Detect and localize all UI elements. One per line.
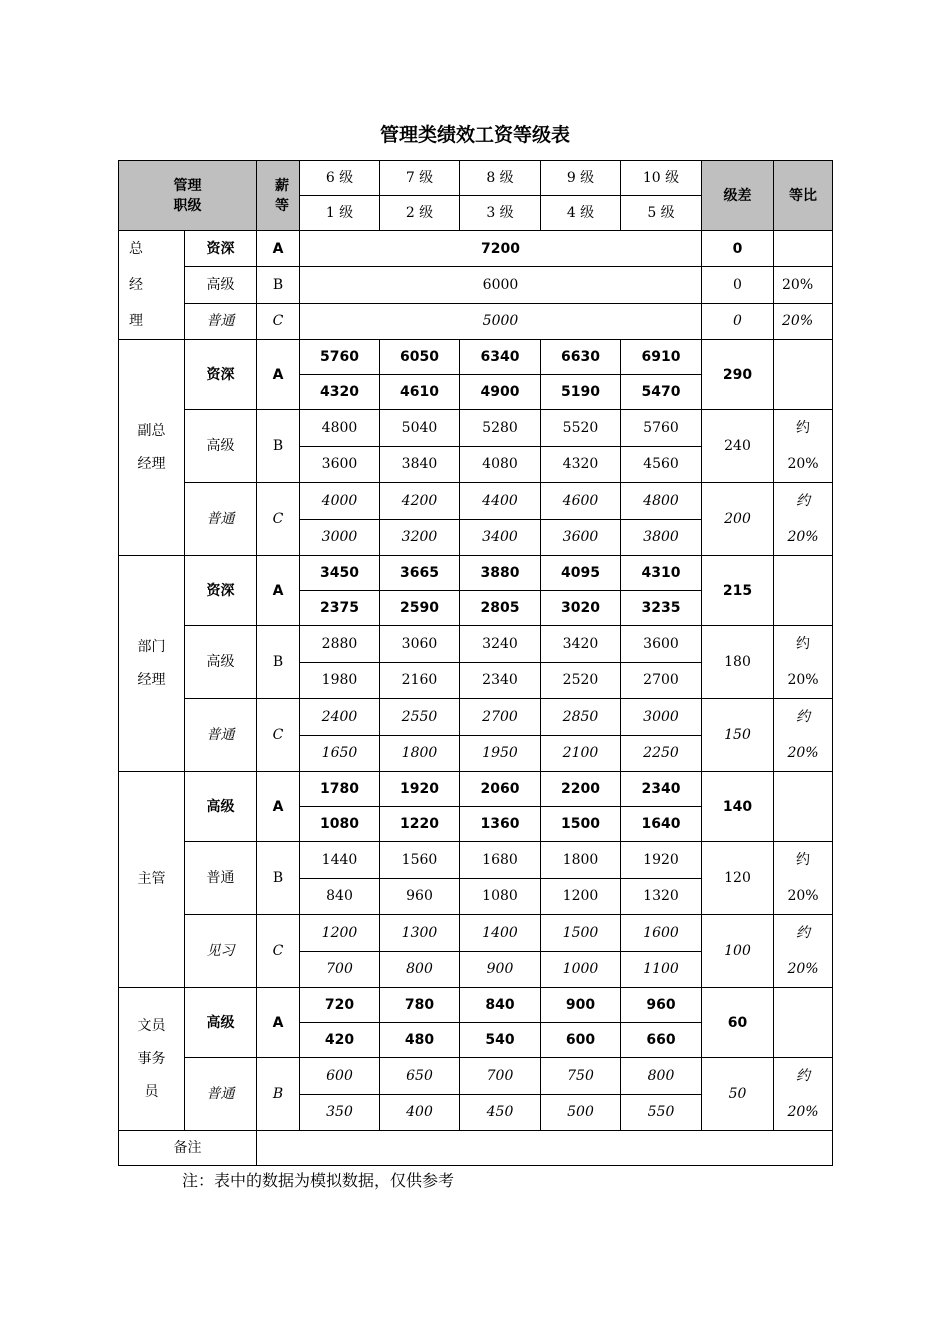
salary-value: 750 bbox=[541, 1058, 621, 1095]
header-pay-grade: 薪 等 bbox=[257, 161, 300, 231]
level-label: 高级 bbox=[185, 988, 257, 1058]
header-level: 8 级 bbox=[460, 161, 541, 196]
level-label: 资深 bbox=[185, 231, 257, 267]
ratio-prefix: 约 bbox=[796, 420, 810, 436]
ratio bbox=[774, 915, 833, 988]
header-level: 6 级 bbox=[300, 161, 380, 196]
salary-value: 2340 bbox=[621, 772, 702, 807]
rank-label-line: 经理 bbox=[137, 671, 166, 688]
salary-value: 2060 bbox=[460, 772, 541, 807]
salary-value: 5280 bbox=[460, 410, 541, 447]
ratio-value: 20% bbox=[787, 456, 819, 472]
salary-value: 2550 bbox=[380, 699, 460, 736]
salary-value: 600 bbox=[541, 1023, 621, 1058]
salary-value: 400 bbox=[380, 1094, 460, 1131]
grade-label: C bbox=[257, 483, 300, 556]
ratio-prefix: 约 bbox=[796, 493, 810, 509]
ratio: 20% bbox=[774, 303, 833, 339]
salary-value: 1950 bbox=[460, 735, 541, 772]
salary-value: 1920 bbox=[380, 772, 460, 807]
header-step-diff: 级差 bbox=[702, 161, 774, 231]
step-diff: 60 bbox=[702, 988, 774, 1058]
ratio bbox=[774, 988, 833, 1058]
salary-value: 1680 bbox=[460, 842, 541, 879]
salary-value: 1360 bbox=[460, 807, 541, 842]
ratio bbox=[774, 626, 833, 699]
ratio-prefix: 约 bbox=[796, 709, 810, 725]
level-label: 普通 bbox=[185, 1058, 257, 1131]
salary-value: 6000 bbox=[300, 267, 702, 303]
salary-value: 800 bbox=[621, 1058, 702, 1095]
salary-value: 2520 bbox=[541, 662, 621, 699]
salary-value: 3000 bbox=[300, 519, 380, 556]
grade-label: B bbox=[257, 410, 300, 483]
salary-value: 5190 bbox=[541, 375, 621, 410]
rank-label-line: 部门 bbox=[137, 638, 166, 655]
ratio bbox=[774, 483, 833, 556]
salary-value: 4000 bbox=[300, 483, 380, 520]
salary-value: 660 bbox=[621, 1023, 702, 1058]
salary-value: 2200 bbox=[541, 772, 621, 807]
rank-label-line: 主管 bbox=[137, 871, 166, 887]
salary-value: 6050 bbox=[380, 340, 460, 375]
salary-value: 3235 bbox=[621, 591, 702, 626]
salary-value: 5520 bbox=[541, 410, 621, 447]
level-label: 见习 bbox=[185, 915, 257, 988]
ratio-value: 20% bbox=[787, 1104, 819, 1120]
salary-value: 4080 bbox=[460, 446, 541, 483]
salary-value: 3600 bbox=[621, 626, 702, 663]
salary-value: 2100 bbox=[541, 735, 621, 772]
salary-value: 4320 bbox=[541, 446, 621, 483]
salary-value: 3880 bbox=[460, 556, 541, 591]
ratio bbox=[774, 556, 833, 626]
rank-label-line: 员 bbox=[144, 1083, 159, 1100]
salary-value: 3450 bbox=[300, 556, 380, 591]
salary-value: 3200 bbox=[380, 519, 460, 556]
salary-value: 2590 bbox=[380, 591, 460, 626]
salary-value: 2805 bbox=[460, 591, 541, 626]
salary-value: 4200 bbox=[380, 483, 460, 520]
grade-label: A bbox=[257, 772, 300, 842]
rank-label-line: 事务 bbox=[137, 1050, 166, 1067]
salary-value: 840 bbox=[300, 878, 380, 915]
level-label: 普通 bbox=[185, 303, 257, 339]
ratio-value: 20% bbox=[787, 529, 819, 545]
salary-value: 700 bbox=[460, 1058, 541, 1095]
salary-value: 2375 bbox=[300, 591, 380, 626]
salary-value: 4800 bbox=[621, 483, 702, 520]
header-level: 10 级 bbox=[621, 161, 702, 196]
footnote: 注：表中的数据为模拟数据，仅供参考 bbox=[182, 1171, 455, 1190]
ratio-value: 20% bbox=[787, 888, 819, 904]
salary-value: 480 bbox=[380, 1023, 460, 1058]
salary-value: 3240 bbox=[460, 626, 541, 663]
salary-value: 1980 bbox=[300, 662, 380, 699]
level-label: 高级 bbox=[185, 267, 257, 303]
ratio-value: 20% bbox=[787, 745, 819, 761]
level-label: 资深 bbox=[185, 340, 257, 410]
salary-value: 720 bbox=[300, 988, 380, 1023]
ratio bbox=[774, 699, 833, 772]
salary-value: 1500 bbox=[541, 915, 621, 952]
header-level: 9 级 bbox=[541, 161, 621, 196]
salary-value: 4400 bbox=[460, 483, 541, 520]
ratio bbox=[774, 1058, 833, 1131]
level-label: 高级 bbox=[185, 772, 257, 842]
salary-value: 600 bbox=[300, 1058, 380, 1095]
ratio bbox=[774, 772, 833, 842]
remarks-value bbox=[257, 1131, 833, 1166]
ratio bbox=[774, 842, 833, 915]
salary-value: 4095 bbox=[541, 556, 621, 591]
ratio bbox=[774, 340, 833, 410]
salary-value: 840 bbox=[460, 988, 541, 1023]
step-diff: 100 bbox=[702, 915, 774, 988]
remarks-label: 备注 bbox=[119, 1131, 257, 1166]
salary-value: 1080 bbox=[300, 807, 380, 842]
salary-value: 5000 bbox=[300, 303, 702, 339]
step-diff: 0 bbox=[702, 267, 774, 303]
ratio-prefix: 约 bbox=[796, 852, 810, 868]
salary-value: 3400 bbox=[460, 519, 541, 556]
header-mgmt-rank: 管理 职级 bbox=[119, 161, 257, 231]
salary-value: 4320 bbox=[300, 375, 380, 410]
grade-label: B bbox=[257, 626, 300, 699]
salary-value: 6910 bbox=[621, 340, 702, 375]
salary-value: 420 bbox=[300, 1023, 380, 1058]
header-ratio: 等比 bbox=[774, 161, 833, 231]
salary-value: 5760 bbox=[621, 410, 702, 447]
level-label: 高级 bbox=[185, 626, 257, 699]
salary-value: 1440 bbox=[300, 842, 380, 879]
salary-value: 3800 bbox=[621, 519, 702, 556]
step-diff: 215 bbox=[702, 556, 774, 626]
level-label: 普通 bbox=[185, 483, 257, 556]
grade-label: B bbox=[257, 842, 300, 915]
salary-value: 1600 bbox=[621, 915, 702, 952]
salary-value: 2250 bbox=[621, 735, 702, 772]
level-label: 普通 bbox=[185, 699, 257, 772]
salary-value: 1080 bbox=[460, 878, 541, 915]
salary-value: 1100 bbox=[621, 951, 702, 988]
salary-value: 7200 bbox=[300, 231, 702, 267]
ratio bbox=[774, 410, 833, 483]
salary-value: 2700 bbox=[621, 662, 702, 699]
step-diff: 0 bbox=[702, 231, 774, 267]
salary-value: 540 bbox=[460, 1023, 541, 1058]
step-diff: 120 bbox=[702, 842, 774, 915]
grade-label: A bbox=[257, 988, 300, 1058]
grade-label: A bbox=[257, 231, 300, 267]
rank-label bbox=[119, 340, 185, 556]
ratio-value: 20% bbox=[787, 961, 819, 977]
salary-value: 3060 bbox=[380, 626, 460, 663]
salary-value: 3020 bbox=[541, 591, 621, 626]
step-diff: 0 bbox=[702, 303, 774, 339]
salary-value: 2340 bbox=[460, 662, 541, 699]
grade-label: C bbox=[257, 915, 300, 988]
salary-value: 1800 bbox=[541, 842, 621, 879]
salary-value: 1000 bbox=[541, 951, 621, 988]
salary-value: 900 bbox=[541, 988, 621, 1023]
rank-label-line: 文员 bbox=[137, 1017, 166, 1034]
salary-value: 2160 bbox=[380, 662, 460, 699]
salary-value: 2850 bbox=[541, 699, 621, 736]
salary-value: 450 bbox=[460, 1094, 541, 1131]
salary-value: 4800 bbox=[300, 410, 380, 447]
salary-value: 3665 bbox=[380, 556, 460, 591]
header-level: 7 级 bbox=[380, 161, 460, 196]
salary-value: 4560 bbox=[621, 446, 702, 483]
salary-value: 1560 bbox=[380, 842, 460, 879]
rank-label bbox=[119, 772, 185, 988]
salary-value: 6630 bbox=[541, 340, 621, 375]
header-level: 5 级 bbox=[621, 196, 702, 231]
salary-value: 1640 bbox=[621, 807, 702, 842]
salary-value: 780 bbox=[380, 988, 460, 1023]
salary-value: 1200 bbox=[541, 878, 621, 915]
salary-value: 3600 bbox=[541, 519, 621, 556]
salary-value: 2400 bbox=[300, 699, 380, 736]
salary-value: 1800 bbox=[380, 735, 460, 772]
salary-value: 4600 bbox=[541, 483, 621, 520]
salary-value: 900 bbox=[460, 951, 541, 988]
rank-label bbox=[119, 556, 185, 772]
salary-value: 800 bbox=[380, 951, 460, 988]
rank-label-line: 副总 bbox=[137, 422, 166, 439]
salary-value: 3600 bbox=[300, 446, 380, 483]
salary-value: 4900 bbox=[460, 375, 541, 410]
salary-value: 1200 bbox=[300, 915, 380, 952]
salary-value: 650 bbox=[380, 1058, 460, 1095]
salary-value: 5760 bbox=[300, 340, 380, 375]
ratio: 20% bbox=[774, 267, 833, 303]
rank-label bbox=[119, 988, 185, 1131]
salary-value: 2880 bbox=[300, 626, 380, 663]
step-diff: 140 bbox=[702, 772, 774, 842]
salary-value: 500 bbox=[541, 1094, 621, 1131]
grade-label: C bbox=[257, 303, 300, 339]
level-label: 资深 bbox=[185, 556, 257, 626]
salary-value: 1500 bbox=[541, 807, 621, 842]
salary-value: 550 bbox=[621, 1094, 702, 1131]
page-title: 管理类绩效工资等级表 bbox=[379, 124, 570, 146]
salary-value: 2700 bbox=[460, 699, 541, 736]
salary-value: 4310 bbox=[621, 556, 702, 591]
step-diff: 180 bbox=[702, 626, 774, 699]
salary-value: 1780 bbox=[300, 772, 380, 807]
step-diff: 150 bbox=[702, 699, 774, 772]
salary-value: 3420 bbox=[541, 626, 621, 663]
rank-general-manager: 总 经 理 bbox=[119, 231, 185, 340]
step-diff: 290 bbox=[702, 340, 774, 410]
salary-value: 5040 bbox=[380, 410, 460, 447]
salary-value: 1300 bbox=[380, 915, 460, 952]
grade-label: A bbox=[257, 556, 300, 626]
salary-value: 1220 bbox=[380, 807, 460, 842]
level-label: 普通 bbox=[185, 842, 257, 915]
salary-value: 1400 bbox=[460, 915, 541, 952]
ratio bbox=[774, 231, 833, 267]
salary-value: 5470 bbox=[621, 375, 702, 410]
salary-value: 3840 bbox=[380, 446, 460, 483]
header-level: 2 级 bbox=[380, 196, 460, 231]
salary-value: 6340 bbox=[460, 340, 541, 375]
salary-value: 960 bbox=[380, 878, 460, 915]
grade-label: C bbox=[257, 699, 300, 772]
header-level: 4 级 bbox=[541, 196, 621, 231]
salary-value: 960 bbox=[621, 988, 702, 1023]
salary-value: 700 bbox=[300, 951, 380, 988]
ratio-value: 20% bbox=[787, 672, 819, 688]
grade-label: B bbox=[257, 1058, 300, 1131]
level-label: 高级 bbox=[185, 410, 257, 483]
step-diff: 240 bbox=[702, 410, 774, 483]
rank-label-line: 经理 bbox=[137, 455, 166, 472]
header-level: 1 级 bbox=[300, 196, 380, 231]
ratio-prefix: 约 bbox=[796, 636, 810, 652]
salary-value: 1650 bbox=[300, 735, 380, 772]
header-level: 3 级 bbox=[460, 196, 541, 231]
step-diff: 200 bbox=[702, 483, 774, 556]
salary-table bbox=[118, 160, 833, 1166]
step-diff: 50 bbox=[702, 1058, 774, 1131]
salary-value: 350 bbox=[300, 1094, 380, 1131]
salary-value: 4610 bbox=[380, 375, 460, 410]
ratio-prefix: 约 bbox=[796, 925, 810, 941]
salary-value: 3000 bbox=[621, 699, 702, 736]
ratio-prefix: 约 bbox=[796, 1068, 810, 1084]
salary-value: 1320 bbox=[621, 878, 702, 915]
grade-label: A bbox=[257, 340, 300, 410]
grade-label: B bbox=[257, 267, 300, 303]
salary-value: 1920 bbox=[621, 842, 702, 879]
